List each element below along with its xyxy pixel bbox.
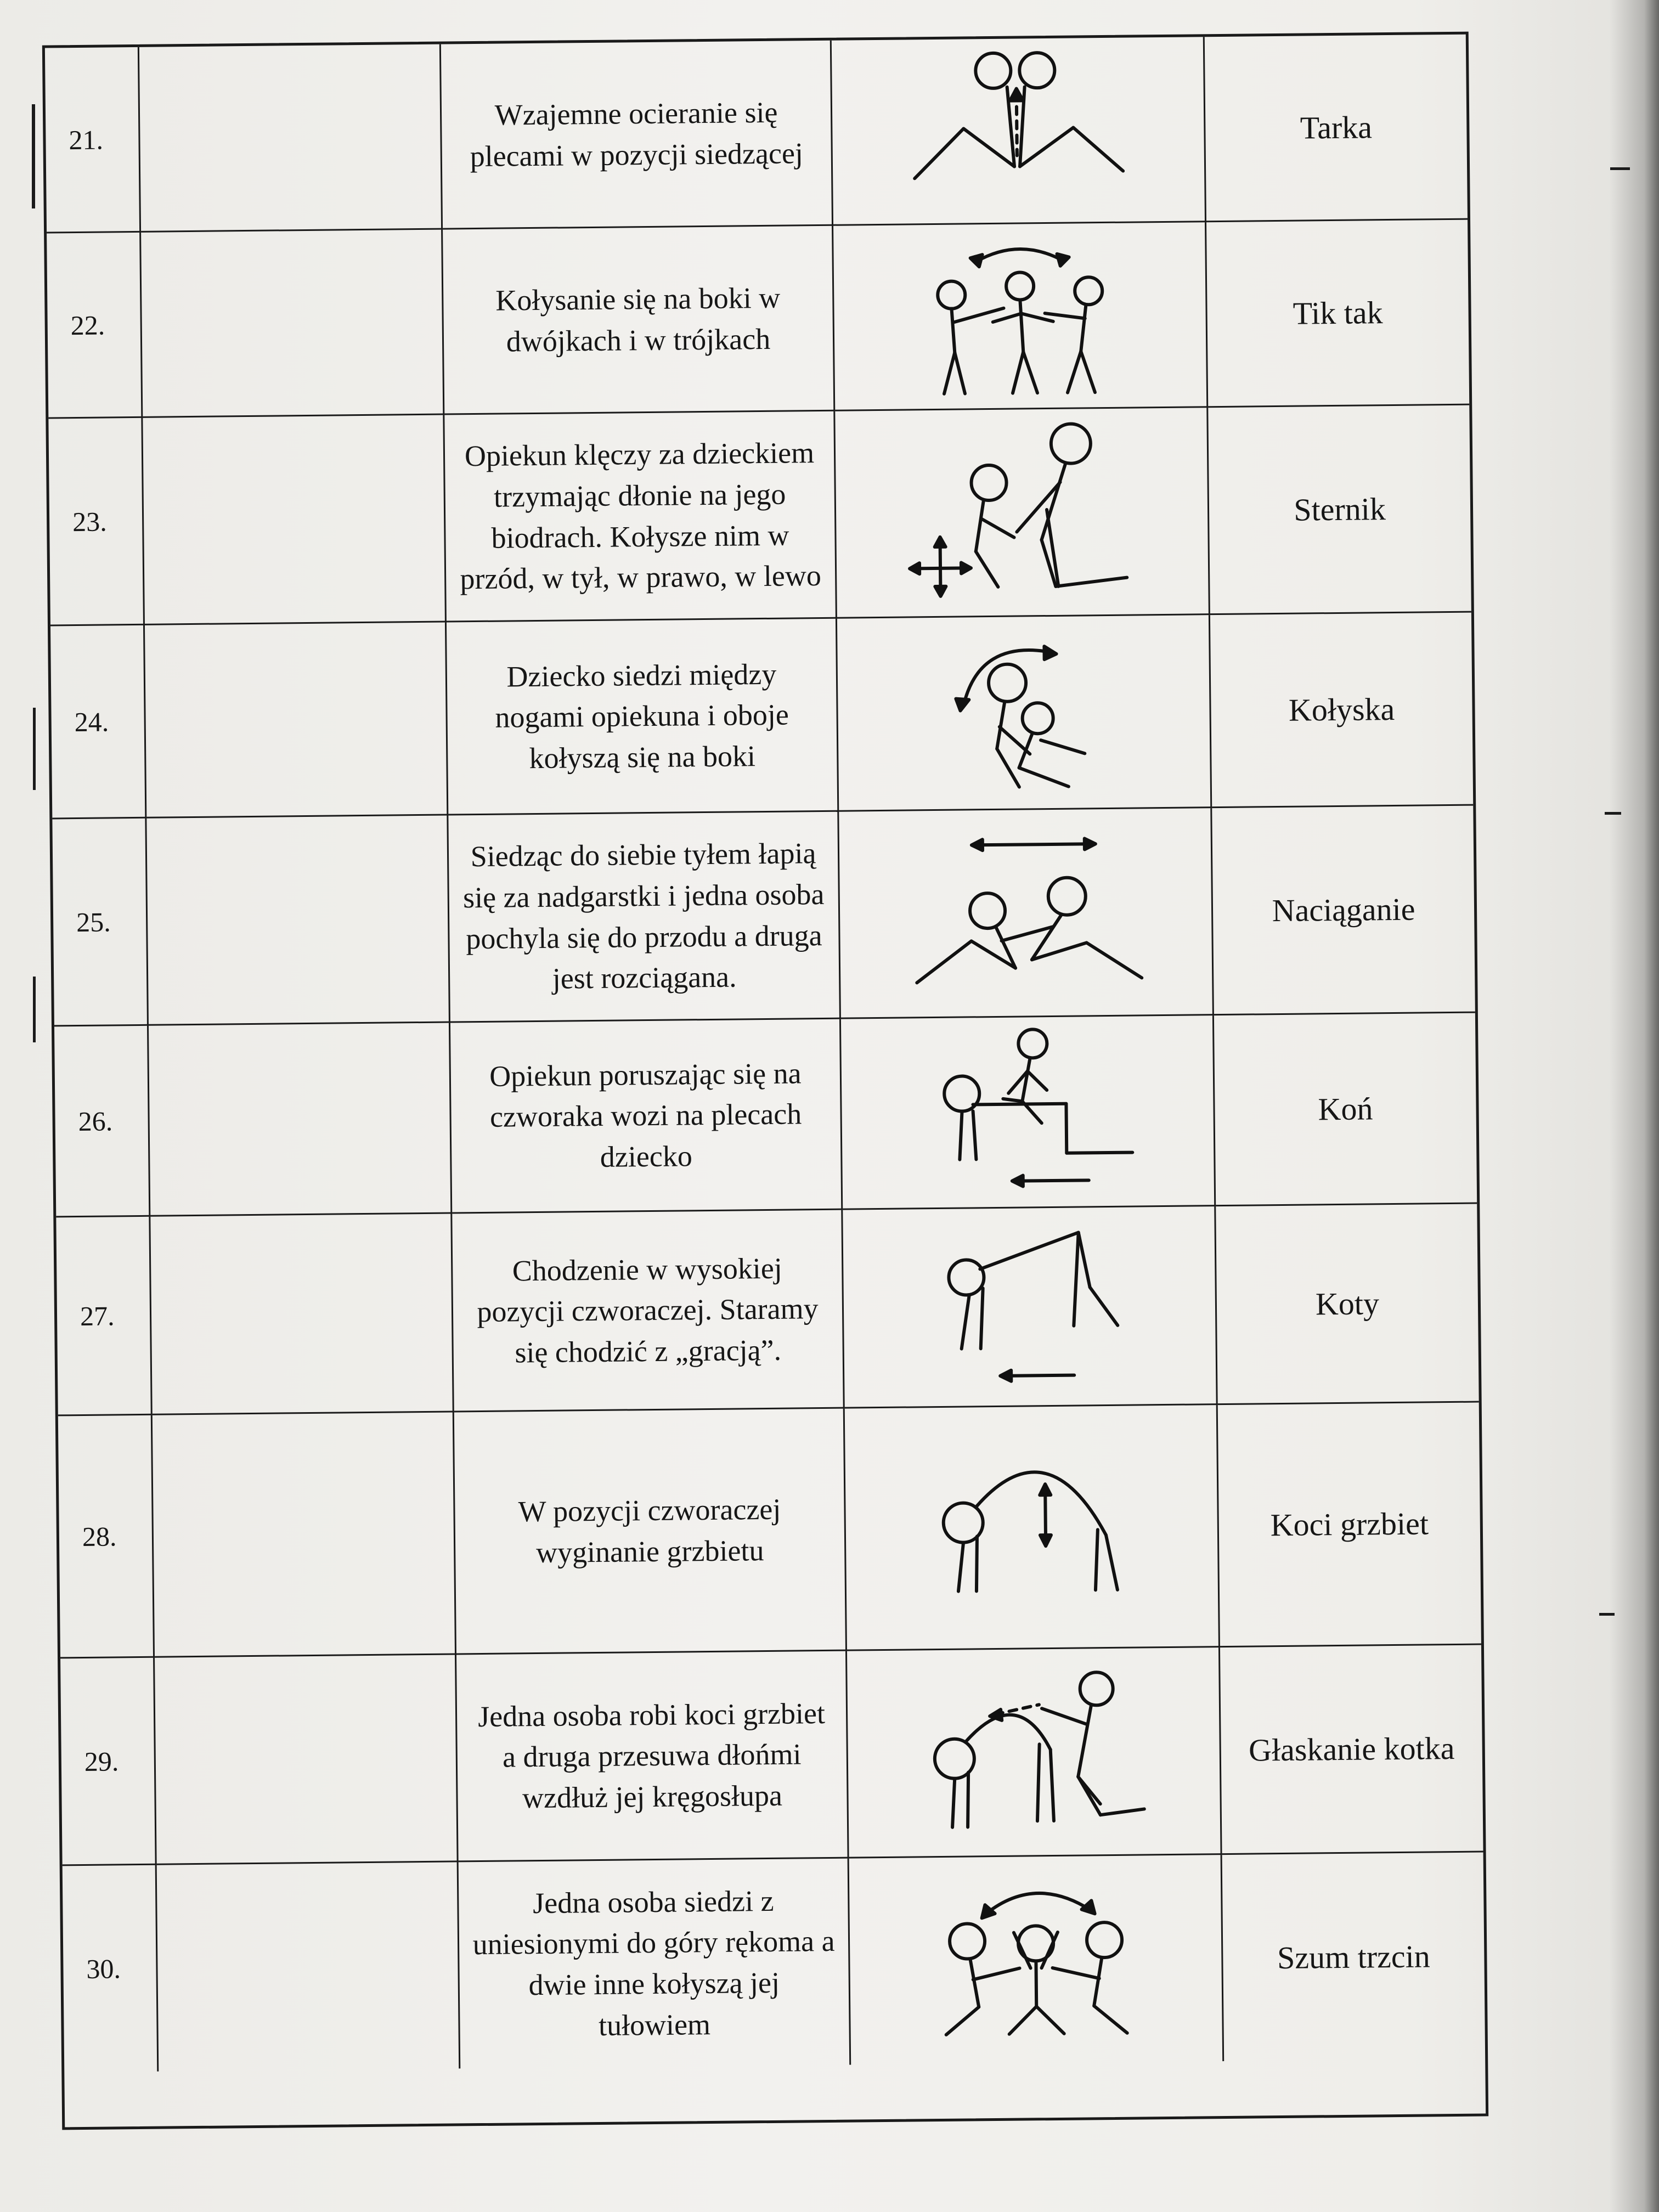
row-description: Siedząc do siebie tyłem łapią się za nadgarstki i jedna osoba pochyla się do przodu a druga jest rozciągana. — [448, 812, 841, 1023]
row-number: 21. — [45, 47, 141, 234]
row-description: Opiekun poruszając się na czworaka wozi na plecach dziecko — [450, 1019, 843, 1214]
row-description: Jedna osoba siedzi z uniesionymi do góry rękoma a dwie inne kołyszą jej tułowiem — [459, 1859, 851, 2069]
empty-cell — [139, 44, 443, 233]
empty-cell — [145, 623, 448, 819]
row-description: Wzajemne ocieranie się plecami w pozycji siedzącej — [441, 41, 833, 230]
horse-ride-icon — [841, 1015, 1216, 1210]
empty-cell — [143, 415, 447, 625]
row-name: Szum trzcin — [1277, 1938, 1431, 1976]
empty-cell — [155, 1655, 459, 1865]
row-number: 22. — [47, 233, 143, 419]
row-name: Sternik — [1208, 405, 1471, 616]
row-number: 24. — [50, 625, 146, 820]
row-number: 28. — [58, 1415, 155, 1659]
empty-cell — [149, 1023, 452, 1217]
empty-cell — [157, 1862, 461, 2071]
stroking-kitten-icon — [847, 1647, 1222, 1859]
margin-mark — [1599, 1613, 1615, 1616]
margin-mark — [33, 708, 36, 790]
margin-mark — [1610, 167, 1630, 170]
row-name: Głaskanie kotka — [1220, 1645, 1483, 1855]
row-description: Chodzenie w wysokiej pozycji czworaczej. Staramy się chodzić z „gracją”. — [452, 1210, 844, 1413]
row-number: 30. — [63, 1865, 159, 2073]
margin-mark — [32, 104, 35, 208]
row-number: 26. — [54, 1026, 150, 1218]
row-number: 25. — [52, 819, 149, 1027]
page-shadow — [1610, 0, 1659, 2212]
margin-mark — [1605, 812, 1621, 815]
cradle-rocking-icon — [837, 615, 1212, 812]
empty-cell — [150, 1214, 454, 1415]
row-name: Koci grzbiet — [1218, 1403, 1481, 1648]
cat-back-arch-icon — [845, 1405, 1220, 1651]
row-description: Opiekun klęczy za dzieckiem trzymając dłonie na jego biodrach. Kołysze nim w przód, w tył, w prawo, w lewo — [444, 411, 837, 623]
reeds-swaying-icon — [849, 1855, 1224, 2065]
back-to-back-stretch-icon — [839, 808, 1214, 1019]
row-name: Tarka — [1205, 35, 1468, 223]
row-description: W pozycji czworaczej wyginanie grzbietu — [454, 1409, 847, 1655]
margin-mark — [33, 977, 36, 1042]
kneeling-helmsman-icon — [835, 408, 1210, 619]
row-name: Naciąganie — [1212, 806, 1475, 1016]
row-number: 29. — [60, 1658, 157, 1866]
row-name: Koty — [1216, 1204, 1479, 1406]
row-description: Dziecko siedzi między nogami opiekuna i oboje kołyszą się na boki — [447, 619, 839, 816]
two-seated-back-to-back-icon — [832, 37, 1206, 226]
row-name: Kołyska — [1210, 613, 1473, 809]
row-description: Jedna osoba robi koci grzbiet a druga przesuwa dłońmi wzdłuż jej kręgosłupa — [456, 1651, 849, 1863]
empty-cell — [146, 816, 450, 1026]
empty-cell — [153, 1412, 456, 1657]
empty-cell — [141, 230, 444, 418]
row-number: 27. — [56, 1217, 152, 1417]
row-description: Kołysanie się na boki w dwójkach i w trójkach — [443, 226, 835, 415]
cat-walk-icon — [843, 1206, 1217, 1409]
exercise-table — [42, 32, 1488, 2130]
three-standing-swaying-icon — [833, 222, 1208, 411]
row-number: 23. — [48, 418, 145, 627]
row-name: Tik tak — [1206, 220, 1469, 408]
row-name: Koń — [1214, 1013, 1477, 1207]
